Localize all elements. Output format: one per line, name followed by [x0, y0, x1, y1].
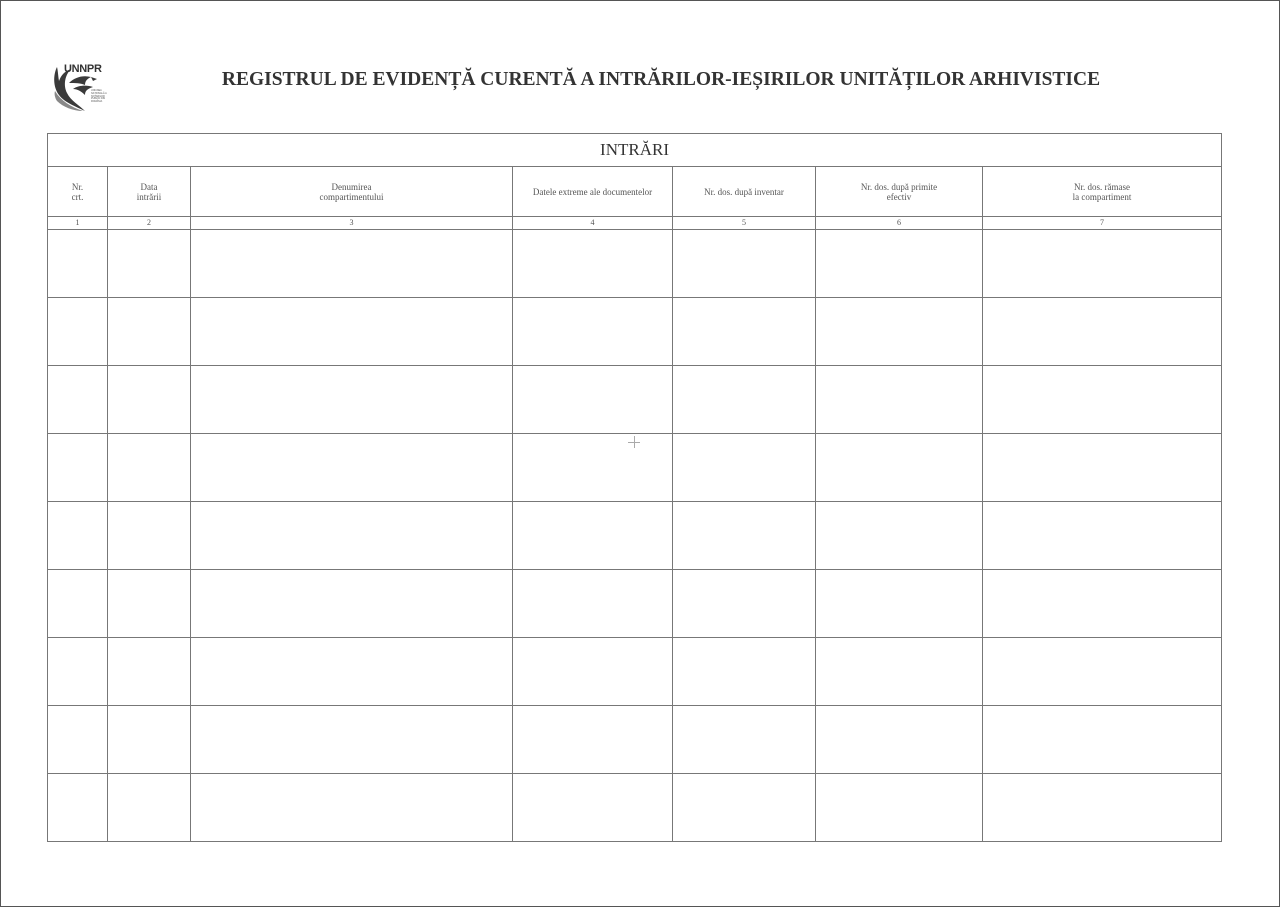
- table-cell[interactable]: [513, 434, 673, 502]
- table-row: [48, 570, 1222, 638]
- table-cell[interactable]: [513, 774, 673, 842]
- column-header: Nr. crt.: [48, 167, 108, 217]
- table-cell[interactable]: [513, 298, 673, 366]
- logo-name: UNNPR: [64, 63, 102, 75]
- column-number-row: [48, 217, 1222, 230]
- column-number: 6: [816, 217, 983, 230]
- table-cell[interactable]: [673, 774, 816, 842]
- column-header-row: [48, 167, 1222, 217]
- table-cell[interactable]: [48, 706, 108, 774]
- table-row: [48, 502, 1222, 570]
- table-cell[interactable]: [513, 366, 673, 434]
- column-number: 7: [983, 217, 1222, 230]
- column-header: Nr. dos. după inventar: [673, 167, 816, 217]
- table-cell[interactable]: [673, 706, 816, 774]
- table-cell[interactable]: [673, 298, 816, 366]
- table-cell[interactable]: [108, 502, 191, 570]
- column-header: Data intrării: [108, 167, 191, 217]
- table-cell[interactable]: [191, 638, 513, 706]
- table-cell[interactable]: [816, 434, 983, 502]
- table-cell[interactable]: [983, 570, 1222, 638]
- table-cell[interactable]: [673, 502, 816, 570]
- table-cell[interactable]: [48, 502, 108, 570]
- column-header: Datele extreme ale documentelor: [513, 167, 673, 217]
- table-cell[interactable]: [673, 434, 816, 502]
- table-cell[interactable]: [513, 570, 673, 638]
- table-cell[interactable]: [48, 298, 108, 366]
- column-header: Denumirea compartimentului: [191, 167, 513, 217]
- column-header: Nr. dos. după primite efectiv: [816, 167, 983, 217]
- table-cell[interactable]: [48, 570, 108, 638]
- table-cell[interactable]: [983, 434, 1222, 502]
- table-cell[interactable]: [191, 298, 513, 366]
- table-row: [48, 774, 1222, 842]
- table-cell[interactable]: [108, 570, 191, 638]
- page-title: REGISTRUL DE EVIDENȚĂ CURENTĂ A INTRĂRILOR-IEȘIRILOR UNITĂȚILOR ARHIVISTICE: [221, 69, 1101, 90]
- table-cell[interactable]: [191, 230, 513, 298]
- table-cell[interactable]: [983, 298, 1222, 366]
- table-cell[interactable]: [108, 638, 191, 706]
- table-cell[interactable]: [108, 706, 191, 774]
- table-cell[interactable]: [191, 570, 513, 638]
- table-cell[interactable]: [513, 502, 673, 570]
- column-header: Nr. dos. rămase la compartiment: [983, 167, 1222, 217]
- column-number: 4: [513, 217, 673, 230]
- table-row: [48, 638, 1222, 706]
- table-cell[interactable]: [48, 774, 108, 842]
- table-cell[interactable]: [983, 638, 1222, 706]
- table-cell[interactable]: [108, 434, 191, 502]
- crosshair-cursor-icon: [628, 436, 640, 448]
- table-cell[interactable]: [816, 502, 983, 570]
- table-cell[interactable]: [816, 706, 983, 774]
- table-cell[interactable]: [673, 230, 816, 298]
- column-number: 2: [108, 217, 191, 230]
- table-cell[interactable]: [48, 638, 108, 706]
- table-cell[interactable]: [48, 434, 108, 502]
- table-cell[interactable]: [513, 706, 673, 774]
- table-cell[interactable]: [48, 230, 108, 298]
- column-number: 1: [48, 217, 108, 230]
- section-intrari-header: INTRĂRI: [48, 134, 1222, 167]
- table-cell[interactable]: [108, 230, 191, 298]
- table-cell[interactable]: [673, 366, 816, 434]
- table-cell[interactable]: [191, 706, 513, 774]
- table-cell[interactable]: [673, 638, 816, 706]
- column-number: 5: [673, 217, 816, 230]
- table-row: [48, 298, 1222, 366]
- table-cell[interactable]: [108, 298, 191, 366]
- table-cell[interactable]: [983, 706, 1222, 774]
- table-row: [48, 706, 1222, 774]
- table-cell[interactable]: [816, 298, 983, 366]
- table-cell[interactable]: [816, 638, 983, 706]
- logo-tagline: UNIUNEA NAȚIONALĂ A NOTARILOR PUBLICI DIN ROMÂNIA: [91, 89, 107, 104]
- table-row: [48, 230, 1222, 298]
- table-cell[interactable]: [191, 774, 513, 842]
- table-row: [48, 366, 1222, 434]
- table-cell[interactable]: [48, 366, 108, 434]
- table-cell[interactable]: [513, 230, 673, 298]
- table-cell[interactable]: [191, 502, 513, 570]
- column-number: 3: [191, 217, 513, 230]
- table-cell[interactable]: [108, 366, 191, 434]
- table-cell[interactable]: [673, 570, 816, 638]
- table-cell[interactable]: [983, 230, 1222, 298]
- table-cell[interactable]: [191, 434, 513, 502]
- table-cell[interactable]: [983, 366, 1222, 434]
- table-cell[interactable]: [513, 638, 673, 706]
- unnpr-logo: [51, 61, 107, 115]
- table-cell[interactable]: [983, 502, 1222, 570]
- table-cell[interactable]: [983, 774, 1222, 842]
- table-cell[interactable]: [816, 774, 983, 842]
- table-cell[interactable]: [108, 774, 191, 842]
- table-cell[interactable]: [816, 230, 983, 298]
- table-cell[interactable]: [816, 570, 983, 638]
- table-cell[interactable]: [816, 366, 983, 434]
- table-cell[interactable]: [191, 366, 513, 434]
- register-table: [47, 133, 1222, 842]
